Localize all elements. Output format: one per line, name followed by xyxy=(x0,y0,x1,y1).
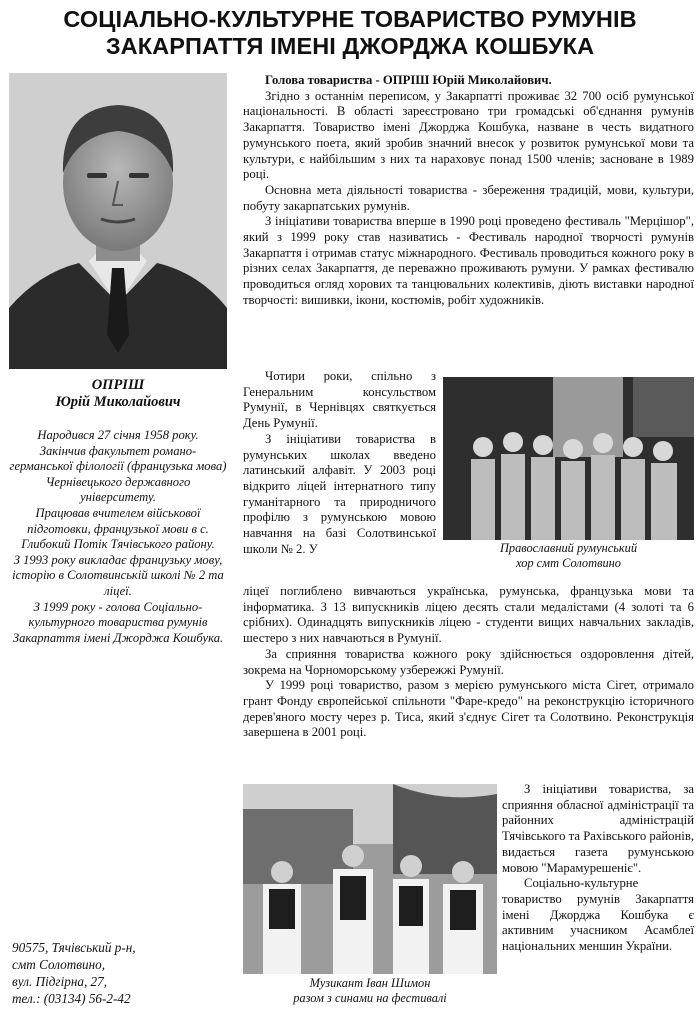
paragraph: З ініціативи товариства, за сприяння обласної адміністрації та районних адміністрацій Тячівського та Рахівського районів, видається газета румунською мовою "Марамурешеніє". xyxy=(502,782,694,875)
address-line: смт Солотвино, xyxy=(12,957,106,972)
paragraph: Соціально-культурне товариство румунів Закарпаття імені Джорджа Кошбука є активним учасником Асамблеї національних меншин України. xyxy=(502,876,694,954)
article-body-middle xyxy=(243,584,694,741)
bio-name xyxy=(9,377,227,411)
address-phone: тел.: (03134) 56-2-42 xyxy=(12,991,131,1006)
page-title xyxy=(0,6,700,60)
article-body-bottom xyxy=(502,782,694,955)
caption-line: разом з синами на фестивалі xyxy=(293,991,447,1005)
choir-caption xyxy=(443,541,694,571)
portrait-illustration xyxy=(9,73,227,369)
biography xyxy=(9,428,227,646)
bio-surname: ОПРІШ xyxy=(91,377,145,393)
bio-line: З 1999 року - голова Соціально-культурного товариства румунів Закарпаття імені Джорджа Кошбука. xyxy=(12,599,224,645)
paragraph: З ініціативи товариства вперше в 1990 році проведено фестиваль "Мерцішор", який з 1999 року став називатись - Фестиваль народної творчості румунів Закарпаття і отримав статус міжнародного. Фестиваль проводиться кожного року в різних селах Закарпаття, де переважно проживають румуни. У рамках фестивалю проводиться огляд хорових та танцювальних колективів, діють виставки народної творчості: вишивки, ікони, костюмів, робіт художників. xyxy=(243,214,694,307)
article-lead: Голова товариства - ОПРІШ Юрій Миколайович. xyxy=(265,73,552,87)
choir-photo xyxy=(443,377,694,540)
bio-line: З 1993 року викладає французьку мову, історію в Солотвинській школі № 2 та ліцеї. xyxy=(12,552,224,598)
address-line: вул. Підгірна, 27, xyxy=(12,974,108,989)
paragraph: Основна мета діяльності товариства - збереження традицій, мови, культури, побуту закарпатських румунів. xyxy=(243,182,694,213)
title-line-1: СОЦІАЛЬНО-КУЛЬТУРНЕ ТОВАРИСТВО РУМУНІВ xyxy=(63,6,637,32)
musician-caption xyxy=(243,976,497,1006)
paragraph: За сприяння товариства кожного року здійснюється оздоровлення дітей, зокрема на Чорноморському узбережжі Румунії. xyxy=(243,646,694,677)
bio-line: Працював вчителем військової підготовки, французької мови в с. Глибокий Потік Тячівського району. xyxy=(21,505,215,552)
bio-line: Закінчив факультет романо-германської філології (французька мова) Чернівецького державного університету. xyxy=(9,443,227,505)
musician-photo xyxy=(243,784,497,974)
address-line: 90575, Тячівський р-н, xyxy=(12,940,136,955)
title-line-2: ЗАКАРПАТТЯ ІМЕНІ ДЖОРДЖА КОШБУКА xyxy=(105,33,595,59)
article-body-top xyxy=(243,73,694,309)
bio-line: Народився 27 січня 1958 року. xyxy=(37,428,199,442)
caption-line: Православний румунський xyxy=(499,541,638,555)
contact-address xyxy=(12,939,232,1007)
paragraph: З ініціативи товариства в румунських школах введено латинський алфавіт. У 2003 році відкрито ліцей інтернатного типу гуманітарного та природничого профілю з румунською мовою навчання на базі Солотвинської школи № 2. У xyxy=(243,431,436,556)
paragraph: У 1999 році товариство, разом з мерією румунського міста Сігет, отримало грант Фонду європейської спільноти "Фаре-кредо" на реконструкцію історичного дерев'яного мосту через р. Тиса, який з'єднує Сігет та Солотвино. Реконструкція завершена в 2001 році. xyxy=(243,678,694,740)
paragraph: Чотири роки, спільно з Генеральним консульством Румунії, в Чернівцях святкується День Румунії. xyxy=(243,369,436,431)
bio-given-names: Юрій Миколайович xyxy=(55,394,181,410)
paragraph: ліцеї поглиблено вивчаються українська, румунська, французька мови та інформатика. З 13 випускників ліцею десять стали медалістами (4 золоті та 6 срібних). Одинадцять випускників ліцею - студенти вищих навчальних закладів, шестеро з них навчаються в Румунії. xyxy=(243,584,694,646)
caption-line: хор смт Солотвино xyxy=(516,556,621,570)
choir-illustration xyxy=(443,377,694,540)
portrait-photo xyxy=(9,73,227,369)
musician-illustration xyxy=(243,784,497,974)
article-body-narrow xyxy=(243,369,436,557)
paragraph: Згідно з останнім переписом, у Закарпатті проживає 32 700 осіб румунської національності. В області зареєстровано три громадські об'єднання румунів Закарпаття. Товариство імені Джорджа Кошбука, назване в честь видатного румунського поета, який зробив значний внесок у розвиток румунської мови та культури, є найбільшим з них та нараховує понад 1500 членів; засноване в 1989 році. xyxy=(243,88,694,182)
caption-line: Музикант Іван Шимон xyxy=(309,976,431,990)
